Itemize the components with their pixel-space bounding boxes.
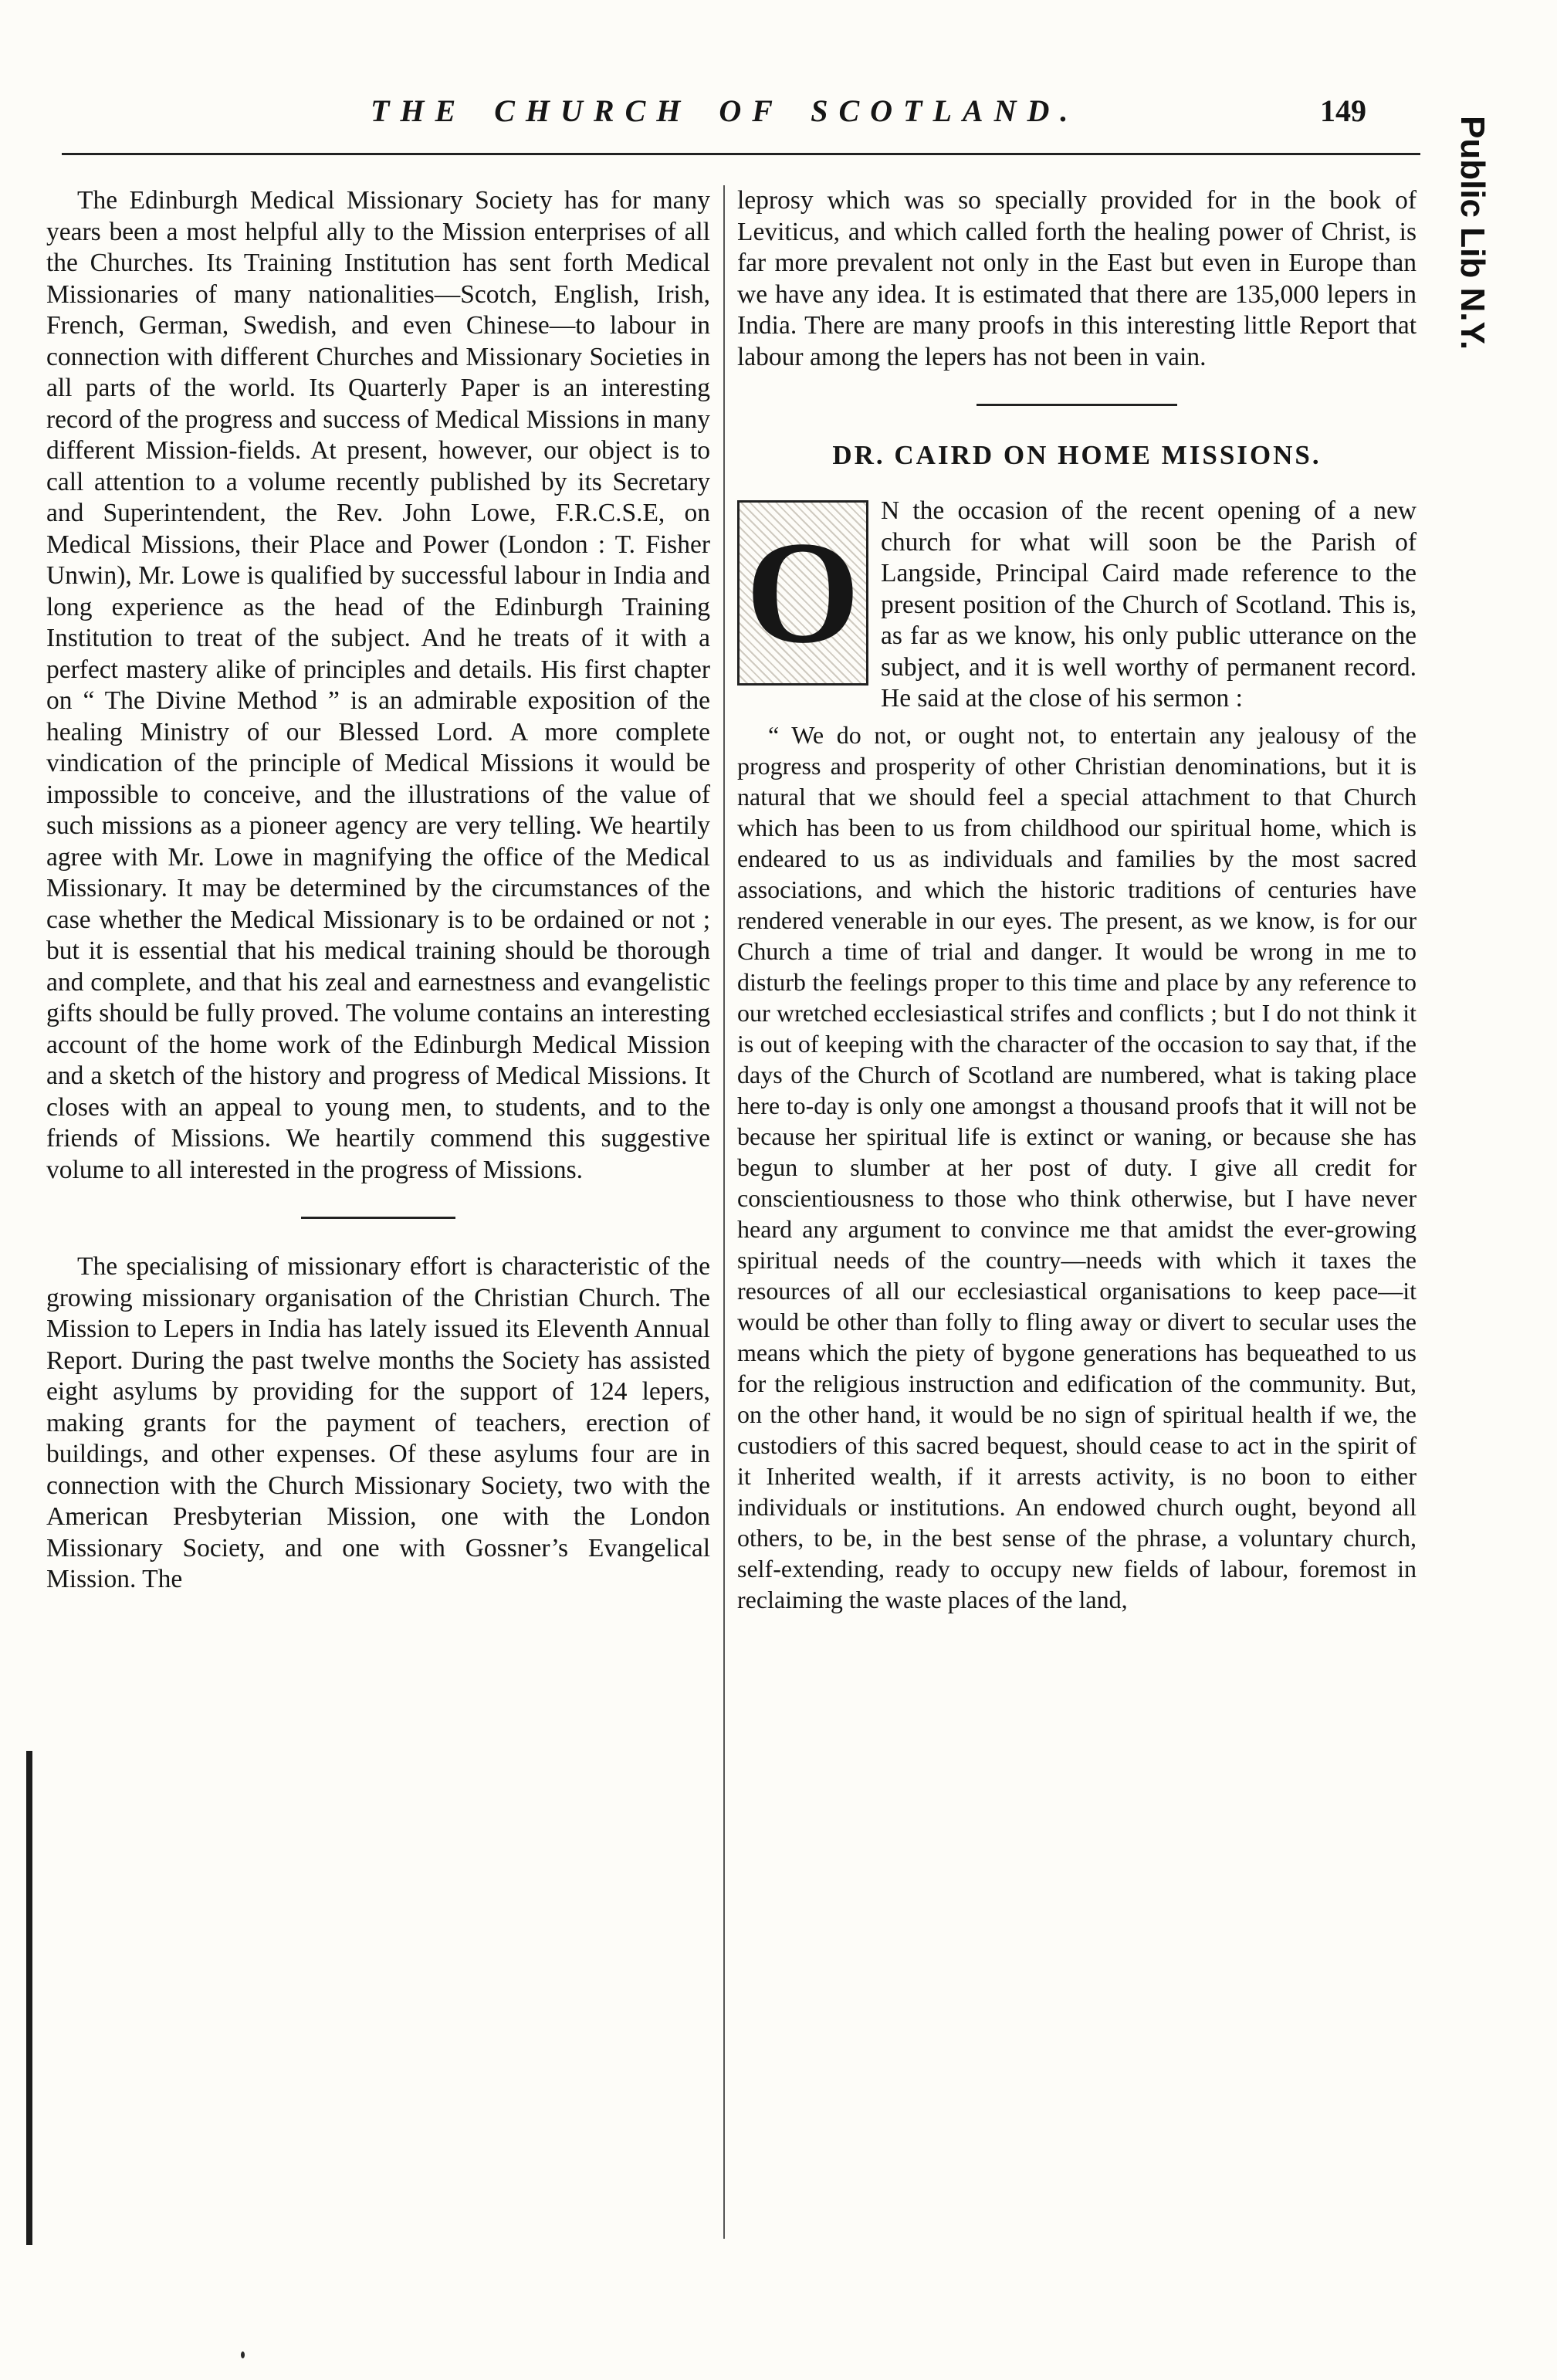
library-stamp <box>1454 116 1545 811</box>
article-lepers-mission: The specialising of missionary effort is characteristic of the growing missionary organisation of the Christian Church. The Mission to Lepers in India has lately issued its Eleventh Annual Report. During the past twelve months the Society has assisted eight asylums by providing for the support of 124 lepers, making grants for the payment of teachers, erection of buildings, and other expenses. Of these asylums four are in connection with the Church Missionary Society, two with the American Presbyterian Mission, one with the London Missionary Society, and one with Gossner’s Evangelical Mission. The <box>46 1252 710 1593</box>
margin-mark <box>26 1751 32 2245</box>
sermon-quote: “ We do not, or ought not, to entertain any jealousy of the progress and prosperity of other Christian denominations, but it is natural that we should feel a special attachment to that Church which has been to us from childhood our spiritual home, which is endeared to us as individuals and families by the most sacred associations, and which the historic traditions of centuries have rendered venerable in our eyes. The present, as we know, is for our Church a time of trial and danger. It would be wrong in me to disturb the feelings proper to this time and place by any reference to our wretched ecclesiastical strifes and conflicts ; but I do not think it is out of keeping with the character of the occasion to say that, if the days of the Church of Scotland are numbered, what is taking place here to-day is only one amongst a thousand proofs that it will not be because her spiritual life is extinct or waning, or because she has begun to slumber at her post of duty. I give all credit for conscientiousness to those who think otherwise, but I have never heard any argument to convince me that amidst the ever-growing spiritual needs of the country—needs with which it taxes the resources of all our ecclesiastical organisations to keep pace—it would be other than folly to fling away or divert to secular uses the means which the piety of bygone generations has bequeathed to us for the religious instruction and edification of the community. But, on the other hand, it would be no sign of spiritual health if we, the custodiers of this sacred bequest, should cease to act in the spirit of it Inherited wealth, if it arrests activity, is no boon to either individuals or institutions. An endowed church ought, beyond all others, to be, in the best sense of the phrase, a voluntary church, self-extending, ready to occupy new fields of labour, foremost in reclaiming the waste places of the land, <box>737 720 1417 1613</box>
section-rule <box>977 404 1177 406</box>
library-stamp-text: Public Lib N.Y. <box>1454 116 1491 350</box>
page-number: 149 <box>1320 93 1366 128</box>
header-rule <box>62 153 1420 155</box>
right-column <box>737 185 1417 1615</box>
ink-speck <box>241 2351 245 2358</box>
article-lepers-continued: leprosy which was so specially provided for in the book of Leviticus, and which called forth the healing power of Christ, is far more prevalent not only in the East but even in Europe than we have any idea. It is estimated that there are 135,000 lepers in India. There are many proofs in this interesting little Report that labour among the lepers has not been in vain. <box>737 186 1417 371</box>
column-divider <box>723 185 725 2239</box>
article-intro-block <box>737 496 1417 715</box>
ornamental-dropcap: O <box>737 500 868 686</box>
article-title: DR. CAIRD ON HOME MISSIONS. <box>832 440 1322 470</box>
page-header <box>46 93 1482 147</box>
left-column <box>46 185 710 1596</box>
article-intro: N the occasion of the recent opening of a new church for what will soon be the Parish of Langside, Principal Caird made reference to the present position of the Church of Scotland. This is, as far as we know, his only public utterance on the subject, and it is well worthy of permanent record. He said at the close of his sermon : <box>881 496 1417 713</box>
section-rule <box>301 1217 455 1219</box>
article-medical-missions: The Edinburgh Medical Missionary Society has for many years been a most helpful ally to the Mission enterprises of all the Churches. Its Training Institution has sent forth Medical Missionaries of many nationalities—Scotch, English, Irish, French, German, Swedish, and even Chinese—to labour in connection with different Churches and Missionary Societies in all parts of the world. Its Quarterly Paper is an interesting record of the progress and success of Medical Missions in many different Mission-fields. At present, however, our object is to call attention to a volume recently published by its Secretary and Superintendent, the Rev. John Lowe, F.R.C.S.E, on Medical Missions, their Place and Power (London : T. Fisher Unwin), Mr. Lowe is qualified by successful labour in India and long experience as the head of the Edinburgh Training Institution to treat of the subject. And he treats of it with a perfect mastery alike of principles and details. His first chapter on “ The Divine Method ” is an admirable exposition of the healing Ministry of our Blessed Lord. A more complete vindication of the principle of Medical Missions it would be impossible to conceive, and the illustrations of the value of such missions as a pioneer agency are very telling. We heartily agree with Mr. Lowe in magnifying the office of the Medical Missionary. It may be determined by the circumstances of the case whether the Medical Missionary is to be ordained or not ; but it is essential that his medical training should be thorough and complete, and that his zeal and earnestness and evangelistic gifts should be fully proved. The volume contains an interesting account of the home work of the Edinburgh Medical Mission and a sketch of the history and progress of Medical Missions. It closes with an appeal to young men, to students, and to the friends of Missions. We heartily commend this suggestive volume to all interested in the progress of Missions. <box>46 186 710 1184</box>
running-title: THE CHURCH OF SCOTLAND. <box>371 93 1079 128</box>
